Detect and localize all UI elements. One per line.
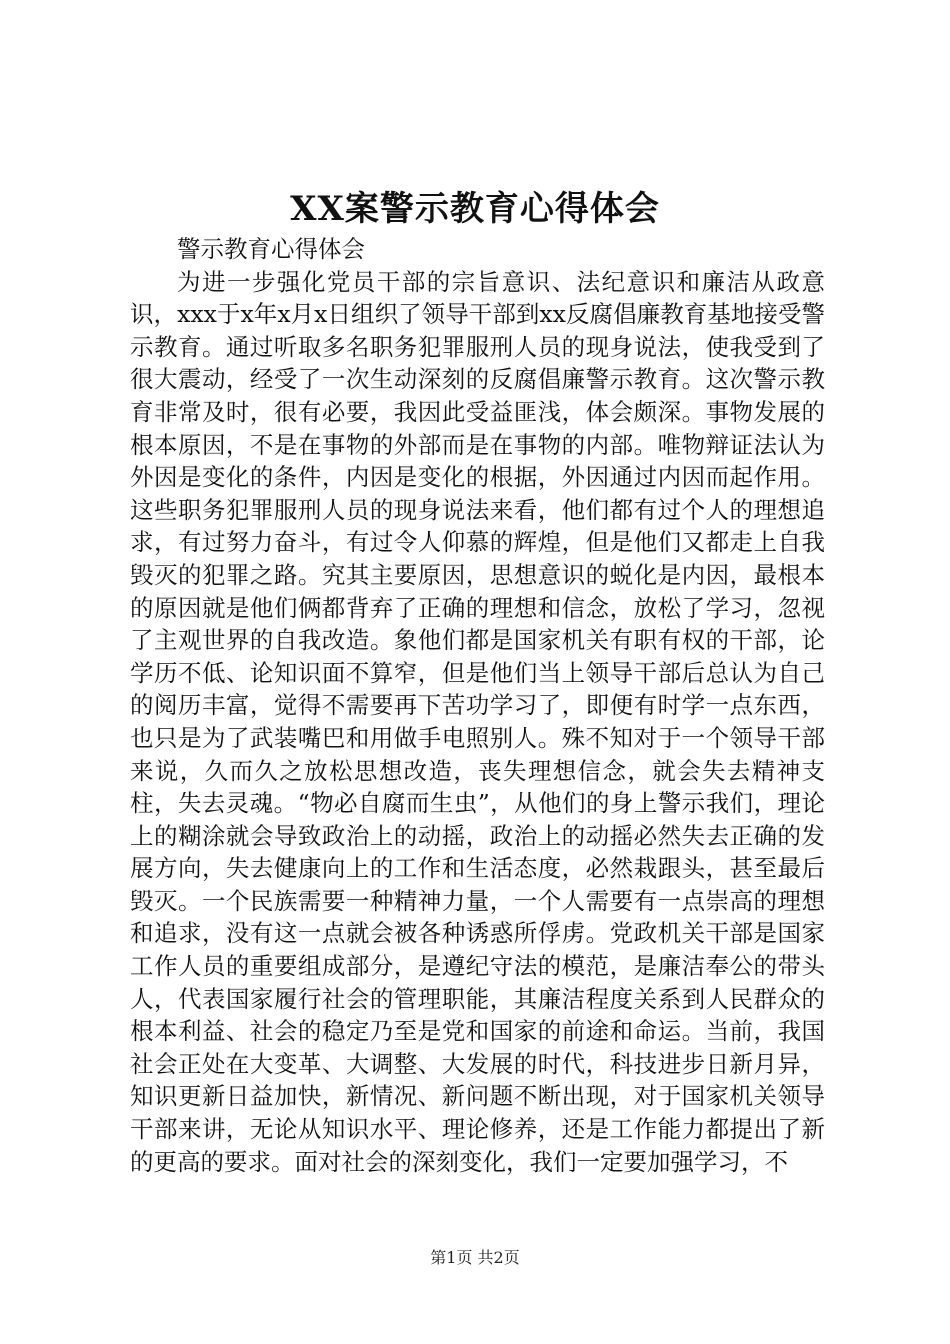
subtitle-line: 警示教育心得体会 (177, 235, 365, 263)
page-title: XX案警示教育心得体会 (290, 189, 660, 229)
body-paragraph: 为进一步强化党员干部的宗旨意识、法纪意识和廉洁从政意识，xxx于x年x月x日组织了领导干部到xx反腐倡廉教育基地接受警示教育。通过听取多名职务犯罪服刑人员的现身说法，使我受到了很大震动，经受了一次生动深刻的反腐倡廉警示教育。这次警示教育非常及时，很有必要，我因此受益匪浅，体会颇深。事物发展的根本原因，不是在事物的外部而是在事物的内部。唯物辩证法认为外因是变化的条件，内因是变化的根据，外因通过内因而起作用。这些职务犯罪服刑人员的现身说法来看，他们都有过个人的理想追求，有过努力奋斗，有过令人仰慕的辉煌，但是他们又都走上自我毁灭的犯罪之路。究其主要原因，思想意识的蜕化是内因，最根本的原因就是他们俩都背弃了正确的理想和信念，放松了学习，忽视了主观世界的自我改造。象他们都是国家机关有职有权的干部，论学历不低、论知识面不算窄，但是他们当上领导干部后总认为自己的阅历丰富，觉得不需要再下苦功学习了，即便有时学一点东西，也只是为了武装嘴巴和用做手电照别人。殊不知对于一个领导干部来说，久而久之放松思想改造，丧失理想信念，就会失去精神支柱，失去灵魂。“物必自腐而生虫”，从他们的身上警示我们，理论上的糊涂就会导致政治上的动摇，政治上的动摇必然失去正确的发展方向，失去健康向上的工作和生活态度，必然栽跟头，甚至最后毁灭。一个民族需要一种精神力量，一个人需要有一点崇高的理想和追求，没有这一点就会被各种诱惑所俘虏。党政机关干部是国家工作人员的重要组成部分，是遵纪守法的模范，是廉洁奉公的带头人，代表国家履行社会的管理职能，其廉洁程度关系到人民群众的根本利益、社会的稳定乃至是党和国家的前途和命运。当前，我国社会正处在大变革、大调整、大发展的时代，科技进步日新月异，知识更新日益加快，新情况、新问题不断出现，对于国家机关领导干部来讲，无论从知识水平、理论修养，还是工作能力都提出了新的更高的要求。面对社会的深刻变化，我们一定要加强学习，不 (130, 267, 825, 1176)
page-number-footer: 第1页 共2页 (430, 1248, 520, 1267)
document-body (130, 233, 825, 1178)
